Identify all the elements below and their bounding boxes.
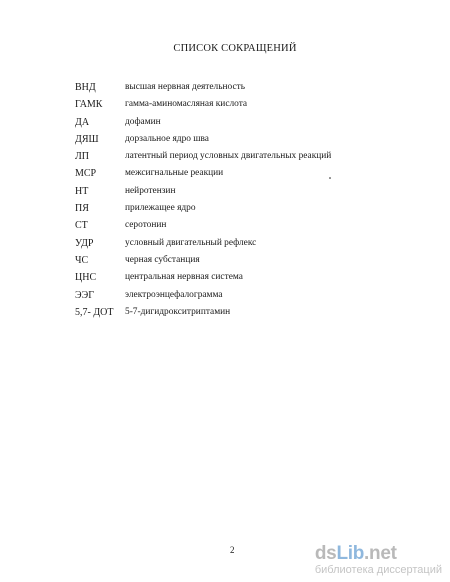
abbreviation-definition: центральная нервная система bbox=[125, 272, 243, 283]
watermark-logo-prefix: ds bbox=[314, 543, 337, 564]
abbreviation-term: УДР bbox=[75, 237, 94, 249]
abbreviation-list bbox=[75, 82, 395, 324]
abbreviation-term: НТ bbox=[75, 185, 89, 197]
watermark-subtitle: библиотека диссертаций bbox=[314, 564, 442, 576]
abbreviation-definition: нейротензин bbox=[125, 185, 176, 196]
abbreviation-term: 5,7- ДОТ bbox=[75, 306, 114, 318]
abbreviation-row bbox=[75, 220, 395, 237]
abbreviation-row bbox=[75, 272, 395, 289]
abbreviation-term: ПЯ bbox=[75, 203, 89, 215]
abbreviation-term: ГАМК bbox=[75, 99, 103, 111]
abbreviation-term: ДЯШ bbox=[75, 133, 99, 145]
abbreviation-definition: дорзальное ядро шва bbox=[125, 133, 209, 144]
page-title: СПИСОК СОКРАЩЕНИЙ bbox=[173, 43, 297, 54]
watermark-logo bbox=[315, 544, 442, 564]
abbreviation-term: ДА bbox=[75, 116, 90, 128]
watermark-logo-accent: Lib bbox=[336, 543, 365, 564]
abbreviation-definition: серотонин bbox=[125, 220, 167, 231]
abbreviation-definition: условный двигательный рефлекс bbox=[125, 237, 257, 248]
abbreviation-definition: высшая нервная деятельность bbox=[125, 82, 245, 92]
abbreviation-term: ЧС bbox=[75, 254, 89, 266]
abbreviation-row bbox=[75, 186, 395, 203]
abbreviation-row bbox=[75, 168, 395, 185]
abbreviation-definition: электроэнцефалограмма bbox=[125, 289, 223, 300]
abbreviation-definition: межсигнальные реакции bbox=[125, 168, 224, 179]
abbreviation-row bbox=[75, 117, 395, 134]
watermark bbox=[315, 544, 442, 576]
abbreviation-definition: гамма-аминомасляная кислота bbox=[125, 99, 248, 110]
abbreviation-row bbox=[75, 134, 395, 151]
abbreviation-term: ЦНС bbox=[75, 272, 97, 284]
page-number: 2 bbox=[230, 545, 235, 555]
abbreviation-row bbox=[75, 99, 395, 116]
abbreviation-term: МСР bbox=[75, 168, 97, 180]
abbreviation-term: ВНД bbox=[75, 82, 96, 93]
abbreviation-row bbox=[75, 82, 395, 99]
abbreviation-term: СТ bbox=[75, 220, 88, 232]
abbreviation-definition: черная субстанция bbox=[125, 254, 200, 265]
abbreviation-row bbox=[75, 307, 395, 324]
abbreviation-definition: прилежащее ядро bbox=[125, 203, 196, 214]
abbreviation-row bbox=[75, 255, 395, 272]
abbreviation-definition: латентный период условных двигательных реакций bbox=[125, 151, 332, 162]
scan-speck bbox=[329, 177, 331, 179]
abbreviation-definition: дофамин bbox=[125, 116, 161, 127]
abbreviation-definition: 5-7-дигидрокситриптамин bbox=[125, 306, 231, 317]
abbreviation-row bbox=[75, 203, 395, 220]
abbreviation-row bbox=[75, 238, 395, 255]
abbreviation-row bbox=[75, 151, 395, 168]
abbreviation-row bbox=[75, 290, 395, 307]
abbreviation-term: ЭЭГ bbox=[75, 289, 94, 301]
watermark-logo-suffix: .net bbox=[364, 543, 397, 564]
abbreviation-term: ЛП bbox=[75, 151, 90, 163]
